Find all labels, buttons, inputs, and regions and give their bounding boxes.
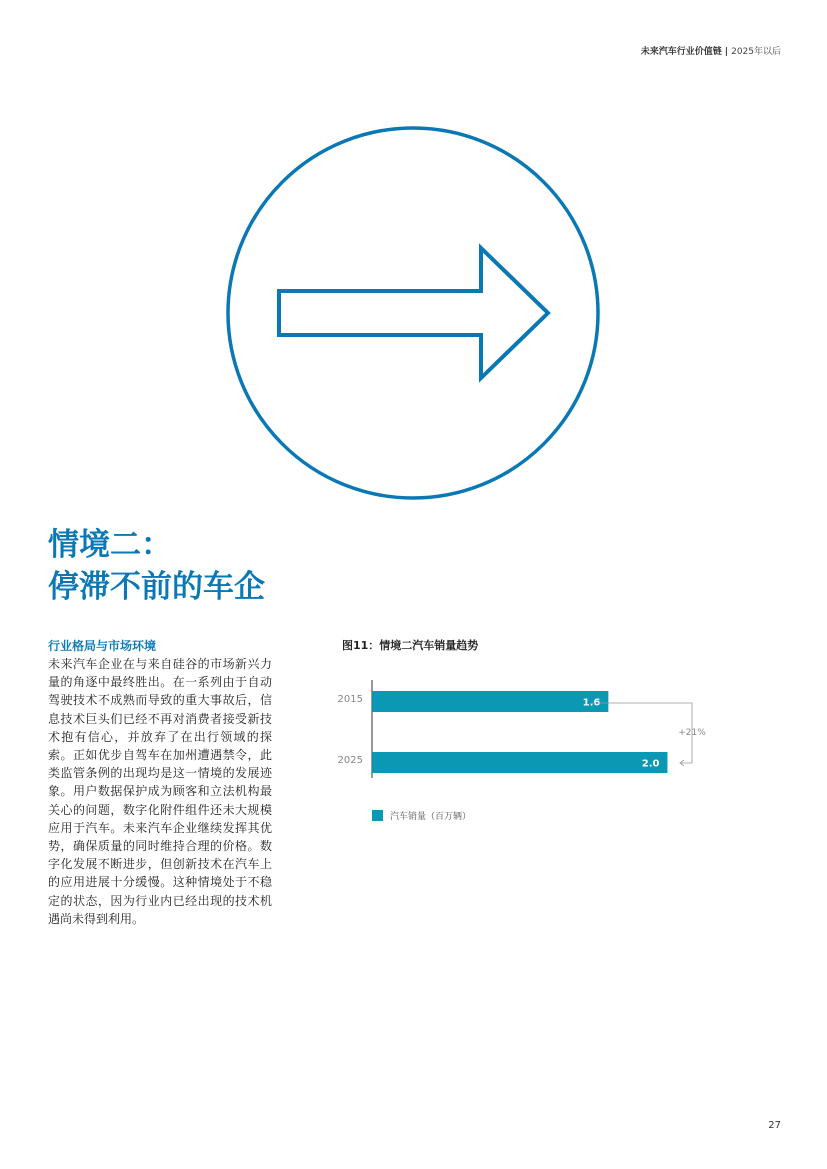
sales-bar-chart xyxy=(330,670,750,840)
category-label-2015: 2015 xyxy=(337,694,363,705)
legend-swatch xyxy=(372,810,383,821)
hero-circle xyxy=(228,128,598,498)
value-label-2025: 2.0 xyxy=(641,758,660,770)
bar-2015 xyxy=(372,691,608,712)
bar-2025 xyxy=(372,752,667,773)
figure-title: 图11：情境二汽车销量趋势 xyxy=(342,639,479,652)
section-title-line-2: 停滞不前的车企 xyxy=(48,569,265,605)
section-title xyxy=(48,524,265,608)
category-label-2025: 2025 xyxy=(337,755,363,766)
legend-label: 汽车销量（百万辆） xyxy=(390,812,472,822)
report-title: 未来汽车行业价值链 xyxy=(640,47,722,57)
section-subheading: 行业格局与市场环境 xyxy=(48,639,157,653)
right-arrow-in-circle-icon xyxy=(0,0,827,510)
hero-arrow xyxy=(279,248,548,378)
value-label-2015: 1.6 xyxy=(582,697,601,709)
body-paragraph: 未来汽车企业在与来自硅谷的市场新兴力量的角逐中最终胜出。在一系列由于自动驾驶技术不成熟而导致的重大事故后，信息技术巨头们已经不再对消费者接受新技术抱有信心，并放弃了在出行领域的探索。正如优步自驾车在加州遭遇禁令，此类监管条例的出现均是这一情境的发展迹象。用户数据保护成为顾客和立法机构最关心的问题，数字化附件组件还未大规模应用于汽车。未来汽车企业继续发挥其优势，确保质量的同时维持合理的价格。数字化发展不断进步，但创新技术在汽车上的应用进展十分缓慢。这种情境处于不稳定的状态，因为行业内已经出现的技术机遇尚未得到利用。 xyxy=(48,657,272,926)
report-subtitle: 2025年以后 xyxy=(731,47,781,57)
header-separator: | xyxy=(724,47,729,57)
page-number: 27 xyxy=(768,1120,781,1131)
section-title-line-1: 情境二： xyxy=(48,527,172,563)
growth-annotation: +21% xyxy=(678,728,706,738)
